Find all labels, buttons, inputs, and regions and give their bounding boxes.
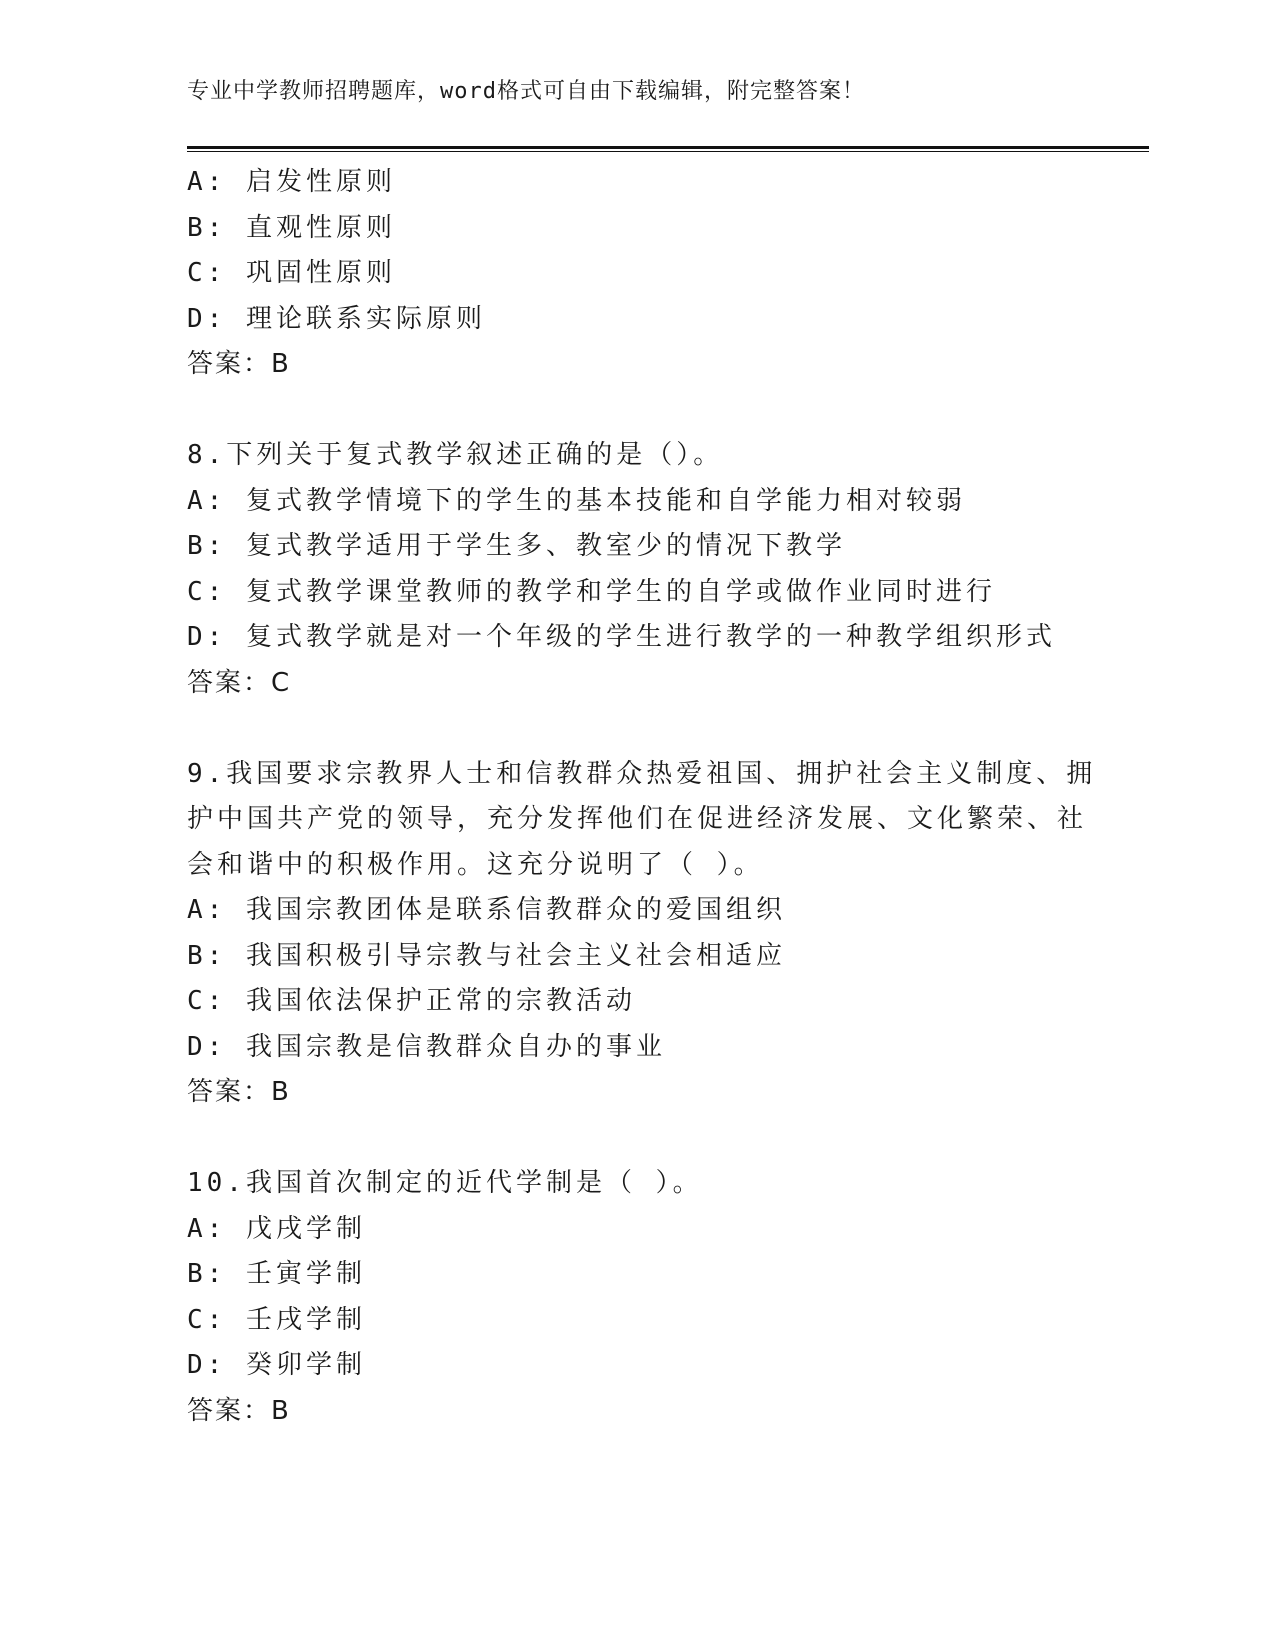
question-stem-line-3: 会和谐中的积极作用。这充分说明了（ ）。 xyxy=(187,849,764,880)
question-8 xyxy=(187,433,1067,706)
option-d: D: 癸卯学制 xyxy=(187,1350,366,1380)
option-d: D: 复式教学就是对一个年级的学生进行教学的一种教学组织形式 xyxy=(187,622,1056,652)
question-9 xyxy=(187,752,1097,1116)
answer: 答案：C xyxy=(187,667,292,698)
question-list xyxy=(187,160,1097,1434)
option-b: B: 我国积极引导宗教与社会主义社会相适应 xyxy=(187,940,786,971)
option-a: A: 戊戌学制 xyxy=(187,1213,366,1244)
spacer xyxy=(187,1116,1067,1162)
option-c: C: 复式教学课堂教师的教学和学生的自学或做作业同时进行 xyxy=(187,576,996,607)
option-d: D: 我国宗教是信教群众自办的事业 xyxy=(187,1031,666,1062)
answer: 答案：B xyxy=(187,349,291,379)
option-a: A: 复式教学情境下的学生的基本技能和自学能力相对较弱 xyxy=(187,485,966,516)
spacer xyxy=(187,706,1067,752)
question-stem: 8.下列关于复式教学叙述正确的是（）。 xyxy=(187,440,724,470)
page-header: 专业中学教师招聘题库，word格式可自由下载编辑，附完整答案！ xyxy=(187,79,865,104)
question-stem-line-1: 9.我国要求宗教界人士和信教群众热爱祖国、拥护社会主义制度、拥 xyxy=(187,758,1097,789)
question-7 xyxy=(187,160,1067,388)
question-10 xyxy=(187,1161,1067,1434)
option-c: C: 巩固性原则 xyxy=(187,258,396,288)
spacer xyxy=(187,388,1067,434)
question-stem: 10.我国首次制定的近代学制是（ ）。 xyxy=(187,1168,703,1198)
option-b: B: 直观性原则 xyxy=(187,212,396,243)
answer: 答案：B xyxy=(187,1077,291,1107)
option-a: A: 启发性原则 xyxy=(187,167,396,197)
question-stem-line-2: 护中国共产党的领导，充分发挥他们在促进经济发展、文化繁荣、社 xyxy=(187,804,1088,834)
option-b: B: 壬寅学制 xyxy=(187,1259,366,1289)
option-c: C: 我国依法保护正常的宗教活动 xyxy=(187,986,636,1016)
option-c: C: 壬戌学制 xyxy=(187,1304,366,1335)
answer: 答案：B xyxy=(187,1395,291,1426)
option-d: D: 理论联系实际原则 xyxy=(187,303,486,334)
option-b: B: 复式教学适用于学生多、教室少的情况下教学 xyxy=(187,531,846,561)
header-rule-thick xyxy=(187,146,1149,149)
option-a: A: 我国宗教团体是联系信教群众的爱国组织 xyxy=(187,895,786,925)
header-rule-thin xyxy=(187,151,1149,152)
